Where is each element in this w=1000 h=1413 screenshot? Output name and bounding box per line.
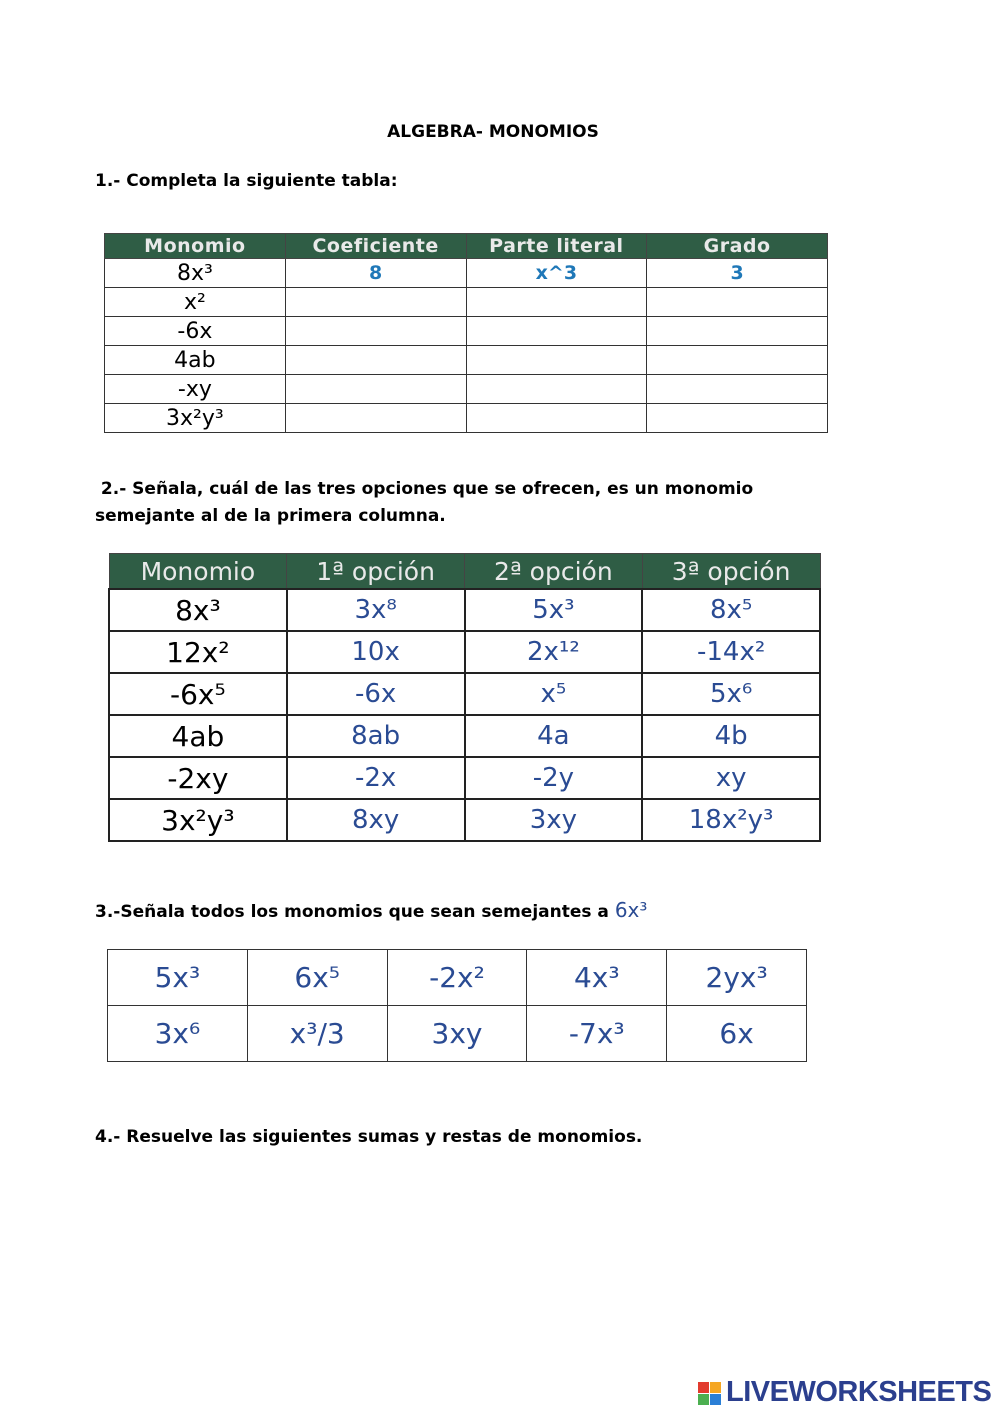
table-row bbox=[105, 346, 828, 375]
monomial-option[interactable]: -7x³ bbox=[527, 1006, 667, 1062]
monomial-cell: -6x⁵ bbox=[109, 673, 287, 715]
question-2 bbox=[95, 476, 753, 530]
header-coeficiente: Coeficiente bbox=[285, 234, 466, 259]
option-cell[interactable]: xy bbox=[642, 757, 820, 799]
coeficiente-input[interactable]: 8 bbox=[285, 259, 466, 288]
header-monomio: Monomio bbox=[109, 554, 287, 590]
coeficiente-input[interactable] bbox=[285, 346, 466, 375]
parte-literal-input[interactable] bbox=[466, 288, 647, 317]
monomial-option[interactable]: 2yx³ bbox=[667, 950, 807, 1006]
parte-literal-input[interactable] bbox=[466, 404, 647, 433]
option-cell[interactable]: 8xy bbox=[287, 799, 465, 841]
table-row bbox=[109, 673, 820, 715]
parte-literal-input[interactable] bbox=[466, 375, 647, 404]
monomial-option[interactable]: 3x⁶ bbox=[108, 1006, 248, 1062]
page-title: ALGEBRA- MONOMIOS bbox=[387, 122, 599, 142]
table-header-row bbox=[105, 234, 828, 259]
option-cell[interactable]: 2x¹² bbox=[465, 631, 643, 673]
option-cell[interactable]: 4b bbox=[642, 715, 820, 757]
table-row bbox=[109, 757, 820, 799]
coeficiente-input[interactable] bbox=[285, 375, 466, 404]
table-row bbox=[105, 375, 828, 404]
table-row bbox=[108, 950, 807, 1006]
option-cell[interactable]: 4a bbox=[465, 715, 643, 757]
option-cell[interactable]: 18x²y³ bbox=[642, 799, 820, 841]
table-row bbox=[109, 715, 820, 757]
option-cell[interactable]: -2x bbox=[287, 757, 465, 799]
option-cell[interactable]: 3x⁸ bbox=[287, 589, 465, 631]
monomial-option[interactable]: 3xy bbox=[387, 1006, 527, 1062]
logo-text: LIVEWORKSHEETS bbox=[726, 1376, 992, 1408]
parte-literal-input[interactable] bbox=[466, 317, 647, 346]
option-cell[interactable]: -2y bbox=[465, 757, 643, 799]
table-row bbox=[105, 404, 828, 433]
table-header-row bbox=[109, 554, 820, 590]
question-3 bbox=[95, 897, 647, 926]
question-3-monomial: 6x³ bbox=[614, 898, 648, 922]
parte-literal-input[interactable]: x^3 bbox=[466, 259, 647, 288]
option-cell[interactable]: 5x³ bbox=[465, 589, 643, 631]
monomial-option[interactable]: 6x⁵ bbox=[247, 950, 387, 1006]
table-row bbox=[108, 1006, 807, 1062]
table-row bbox=[105, 259, 828, 288]
option-cell[interactable]: 10x bbox=[287, 631, 465, 673]
monomial-option[interactable]: 6x bbox=[667, 1006, 807, 1062]
grado-input[interactable] bbox=[647, 346, 828, 375]
header-monomio: Monomio bbox=[105, 234, 286, 259]
table-row bbox=[109, 631, 820, 673]
monomial-cell: 3x²y³ bbox=[109, 799, 287, 841]
monomial-cell: 4ab bbox=[109, 715, 287, 757]
grado-input[interactable] bbox=[647, 317, 828, 346]
monomial-cell: 8x³ bbox=[109, 589, 287, 631]
question-2-line-1: 2.- Señala, cuál de las tres opciones que se ofrecen, es un monomio bbox=[95, 479, 754, 499]
table-row bbox=[105, 317, 828, 346]
monomial-cell: 8x³ bbox=[105, 259, 286, 288]
grado-input[interactable]: 3 bbox=[647, 259, 828, 288]
monomial-cell: x² bbox=[105, 288, 286, 317]
monomial-cell: -6x bbox=[105, 317, 286, 346]
option-cell[interactable]: x⁵ bbox=[465, 673, 643, 715]
grado-input[interactable] bbox=[647, 404, 828, 433]
monomial-option[interactable]: x³/3 bbox=[247, 1006, 387, 1062]
monomial-option[interactable]: 4x³ bbox=[527, 950, 667, 1006]
monomial-option[interactable]: -2x² bbox=[387, 950, 527, 1006]
monomial-cell: 12x² bbox=[109, 631, 287, 673]
option-cell[interactable]: -14x² bbox=[642, 631, 820, 673]
table-1 bbox=[104, 233, 828, 433]
monomial-cell: -2xy bbox=[109, 757, 287, 799]
question-4: 4.- Resuelve las siguientes sumas y restas de monomios. bbox=[95, 1127, 643, 1147]
table-row bbox=[109, 589, 820, 631]
option-cell[interactable]: 8x⁵ bbox=[642, 589, 820, 631]
option-cell[interactable]: 3xy bbox=[465, 799, 643, 841]
parte-literal-input[interactable] bbox=[466, 346, 647, 375]
header-parte-literal: Parte literal bbox=[466, 234, 647, 259]
logo-square-icon bbox=[698, 1394, 709, 1405]
monomial-option[interactable]: 5x³ bbox=[108, 950, 248, 1006]
liveworksheets-logo bbox=[696, 1376, 996, 1408]
logo-square-icon bbox=[698, 1382, 709, 1393]
header-opcion-1: 1ª opción bbox=[287, 554, 465, 590]
logo-square-icon bbox=[710, 1382, 721, 1393]
option-cell[interactable]: -6x bbox=[287, 673, 465, 715]
monomial-cell: 3x²y³ bbox=[105, 404, 286, 433]
question-1: 1.- Completa la siguiente tabla: bbox=[95, 171, 398, 191]
question-3-text: 3.-Señala todos los monomios que sean semejantes a bbox=[95, 902, 615, 922]
grado-input[interactable] bbox=[647, 288, 828, 317]
header-opcion-3: 3ª opción bbox=[642, 554, 820, 590]
coeficiente-input[interactable] bbox=[285, 288, 466, 317]
logo-square-icon bbox=[710, 1394, 721, 1405]
coeficiente-input[interactable] bbox=[285, 404, 466, 433]
coeficiente-input[interactable] bbox=[285, 317, 466, 346]
question-2-line-2: semejante al de la primera columna. bbox=[95, 506, 446, 526]
grado-input[interactable] bbox=[647, 375, 828, 404]
monomial-cell: 4ab bbox=[105, 346, 286, 375]
header-opcion-2: 2ª opción bbox=[465, 554, 643, 590]
table-3 bbox=[107, 949, 807, 1062]
monomial-cell: -xy bbox=[105, 375, 286, 404]
table-2 bbox=[108, 553, 821, 842]
table-row bbox=[105, 288, 828, 317]
option-cell[interactable]: 8ab bbox=[287, 715, 465, 757]
table-row bbox=[109, 799, 820, 841]
header-grado: Grado bbox=[647, 234, 828, 259]
option-cell[interactable]: 5x⁶ bbox=[642, 673, 820, 715]
